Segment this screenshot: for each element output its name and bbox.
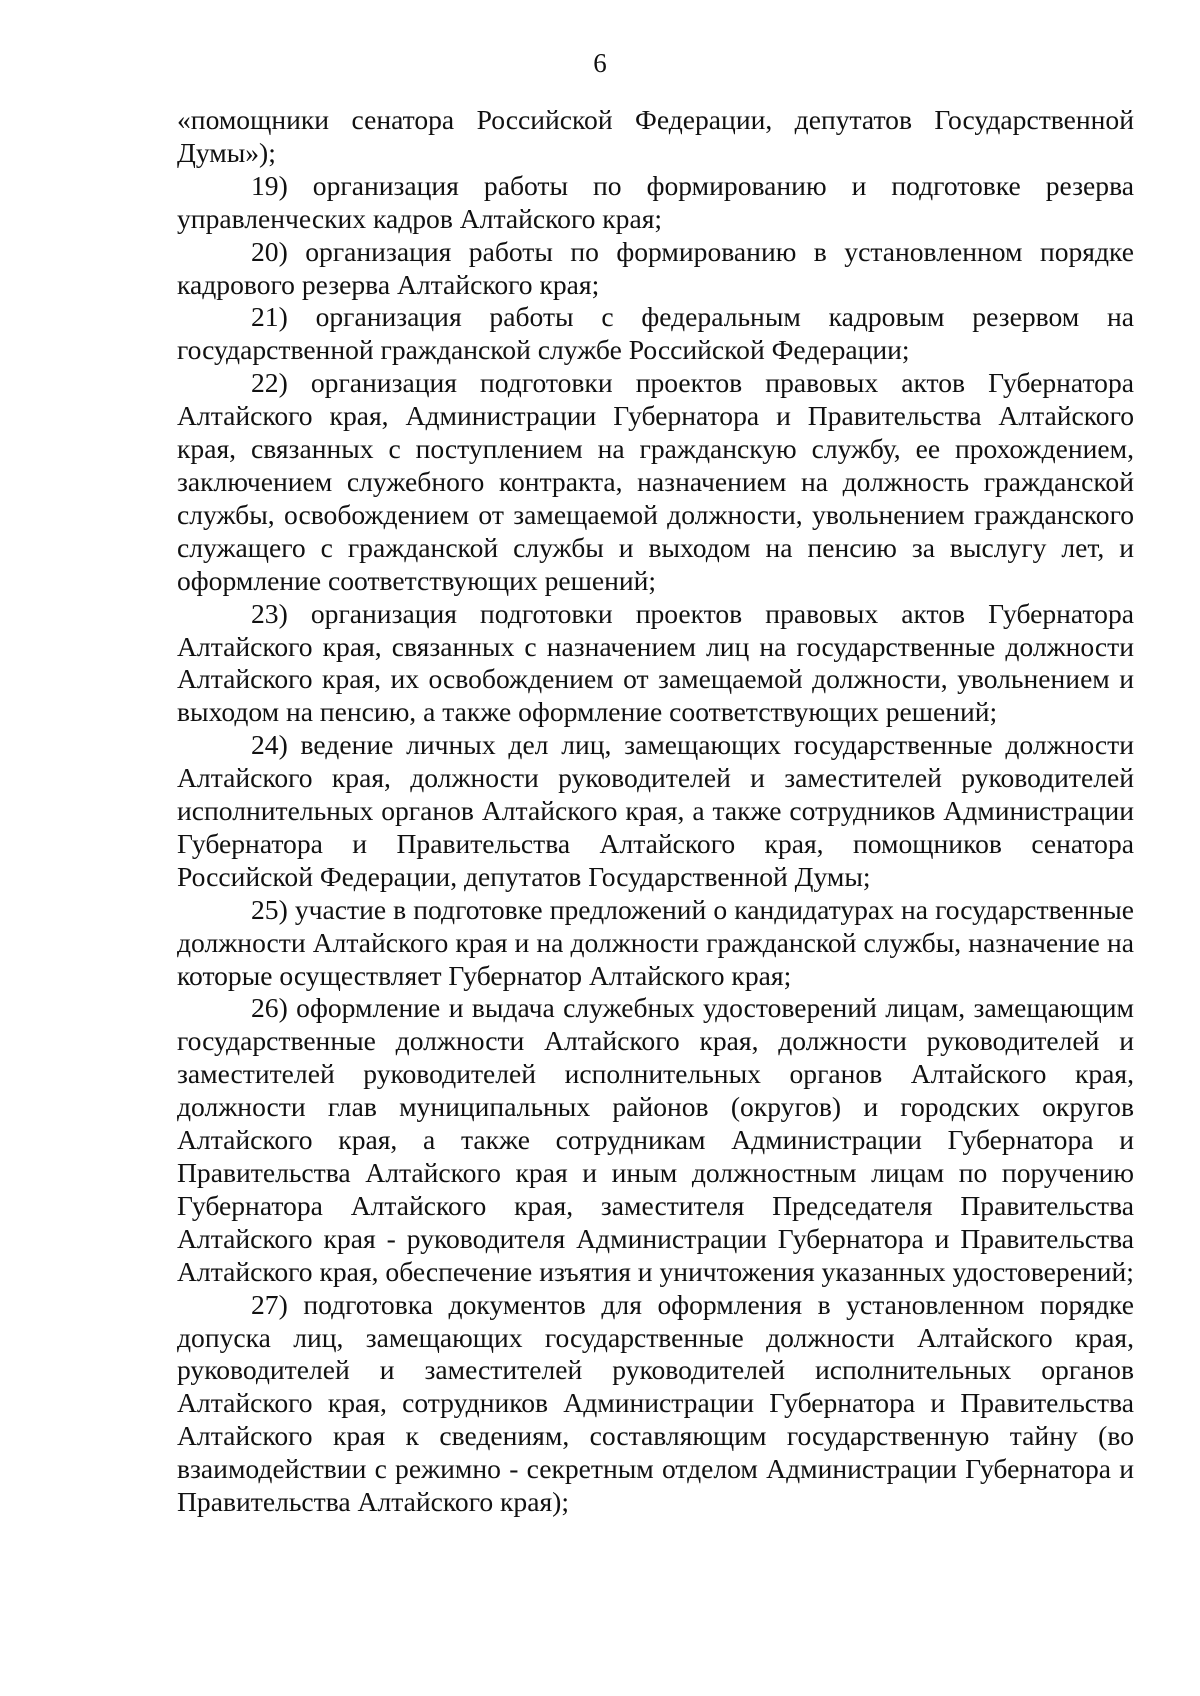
page-number: 6	[593, 48, 607, 78]
document-body	[177, 104, 1134, 1519]
paragraph-item-21: 21) организация работы с федеральным кадровым резервом на государственной гражданской службе Российской Федерации;	[177, 301, 1134, 366]
paragraph-item-26: 26) оформление и выдача служебных удостоверений лицам, замещающим государственные должности Алтайского края, должности руководителей и заместителей руководителей исполнительных органов Алтайского края, должности глав муниципальных районов (округов) и городских округов Алтайского края, а также сотрудникам Администрации Губернатора и Правительства Алтайского края и иным должностным лицам по поручению Губернатора Алтайского края, заместителя Председателя Правительства Алтайского края - руководителя Администрации Губернатора и Правительства Алтайского края, обеспечение изъятия и уничтожения указанных удостоверений;	[177, 992, 1134, 1287]
paragraph-item-27: 27) подготовка документов для оформления в установленном порядке допуска лиц, замещающих государственные должности Алтайского края, руководителей и заместителей руководителей исполнительных органов Алтайского края, сотрудников Администрации Губернатора и Правительства Алтайского края к сведениям, составляющим государственную тайну (во взаимодействии с режимно - секретным отделом Администрации Губернатора и Правительства Алтайского края);	[177, 1288, 1134, 1518]
paragraph-item-22: 22) организация подготовки проектов правовых актов Губернатора Алтайского края, Администрации Губернатора и Правительства Алтайского края, связанных с поступлением на гражданскую службу, ее прохождением, заключением служебного контракта, назначением на должность гражданской службы, освобождением от замещаемой должности, увольнением гражданского служащего с гражданской службы и выходом на пенсию за выслугу лет, и оформление соответствующих решений;	[177, 367, 1134, 596]
paragraph-item-19: 19) организация работы по формированию и подготовке резерва управленческих кадров Алтайского края;	[177, 169, 1134, 234]
paragraph-item-20: 20) организация работы по формированию в установленном порядке кадрового резерва Алтайского края;	[177, 235, 1134, 300]
paragraph-item-25: 25) участие в подготовке предложений о кандидатурах на государственные должности Алтайского края и на должности гражданской службы, назначение на которые осуществляет Губернатор Алтайского края;	[177, 893, 1134, 991]
paragraph-item-24: 24) ведение личных дел лиц, замещающих государственные должности Алтайского края, должности руководителей и заместителей руководителей исполнительных органов Алтайского края, а также сотрудников Администрации Губернатора и Правительства Алтайского края, помощников сенатора Российской Федерации, депутатов Государственной Думы;	[177, 729, 1134, 892]
paragraph-continuation: «помощники сенатора Российской Федерации, депутатов Государственной Думы»);	[177, 104, 1134, 168]
paragraph-item-23: 23) организация подготовки проектов правовых актов Губернатора Алтайского края, связанных с назначением лиц на государственные должности Алтайского края, их освобождением от замещаемой должности, увольнением и выходом на пенсию, а также оформление соответствующих решений;	[177, 597, 1134, 728]
